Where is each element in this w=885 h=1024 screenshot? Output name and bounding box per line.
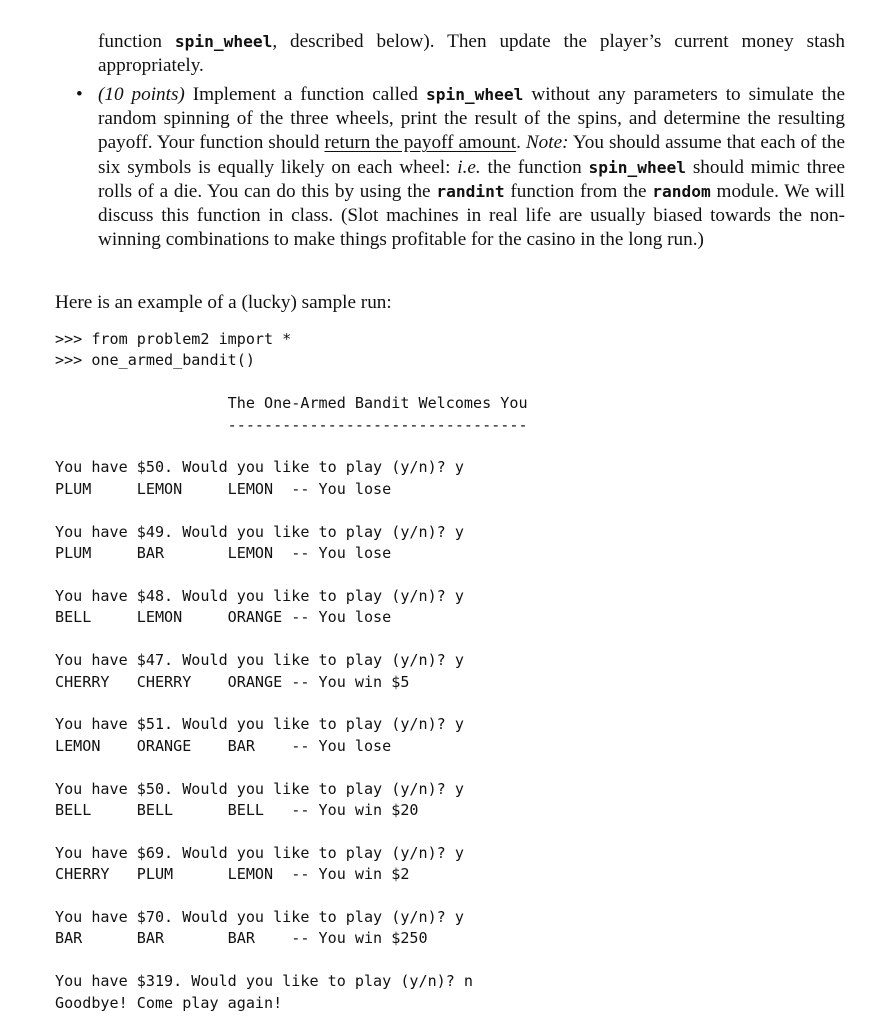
code-random: random (652, 181, 711, 201)
bullet-text: function from the (504, 180, 653, 202)
ie-abbrev: i.e. (457, 156, 481, 178)
bullet-text: Implement a function called (184, 84, 426, 105)
note-label: Note: (525, 132, 569, 154)
sample-run-intro: Here is an example of a (lucky) sample run: (55, 292, 392, 313)
bullet-text: You should assume that each of the six symbols is equally likely on each wheel: (98, 132, 845, 178)
bullet-text: module. We will discuss this function in class. (Slot machines in real life are usually biased towards the non-winning combinations to make things profitable for the casino in the long run.) (98, 180, 845, 251)
continuation-text-end: , described below). Then update the player’s current money stash appropriately. (98, 31, 845, 77)
code-spin-wheel: spin_wheel (174, 32, 273, 51)
bullet-text: should mimic three rolls of a die. You can do this by using the (98, 156, 845, 202)
bullet-marker: • (76, 84, 83, 105)
code-spin-wheel: spin_wheel (425, 85, 524, 104)
bullet-text: without any parameters to simulate the random spinning of the three wheels, print the result of the spins, and determine the resulting payoff. Your function should (98, 84, 845, 154)
points-label: (10 points) (98, 84, 185, 105)
sample-run-code-block: >>> from problem2 import * >>> one_armed_bandit() The One-Armed Bandit Welcomes You --------------------------------- You have $50. Would you like to play (y/n)? y PLUM LEMON LEMON -- You lose You have $49. Would you like to play (y/n)? y PLUM BAR LEMON -- You lose You have $48. Would you like to play (y/n)? y BELL LEMON ORANGE -- You lose You have $47. Would you like to play (y/n)? y CHERRY CHERRY ORANGE -- You win $5 You have $51. Would you like to play (y/n)? y LEMON ORANGE BAR -- You lose You have $50. Would you like to play (y/n)? y BELL BELL BELL -- You win $20 You have $69. Would you like to play (y/n)? y CHERRY PLUM LEMON -- You win $2 You have $70. Would you like to play (y/n)? y BAR BAR BAR -- You win $250 You have $319. Would you like to play (y/n)? n Goodbye! Come play again! (55, 330, 528, 1012)
continuation-paragraph (98, 30, 845, 78)
continuation-text: function (98, 31, 175, 52)
bullet-text: the function (480, 156, 589, 178)
bullet-item-spin-wheel (76, 83, 845, 252)
code-spin-wheel: spin_wheel (588, 157, 687, 177)
code-randint: randint (436, 181, 505, 201)
underlined-phrase: return the payoff amount (324, 132, 517, 154)
bullet-text: . (516, 132, 526, 154)
